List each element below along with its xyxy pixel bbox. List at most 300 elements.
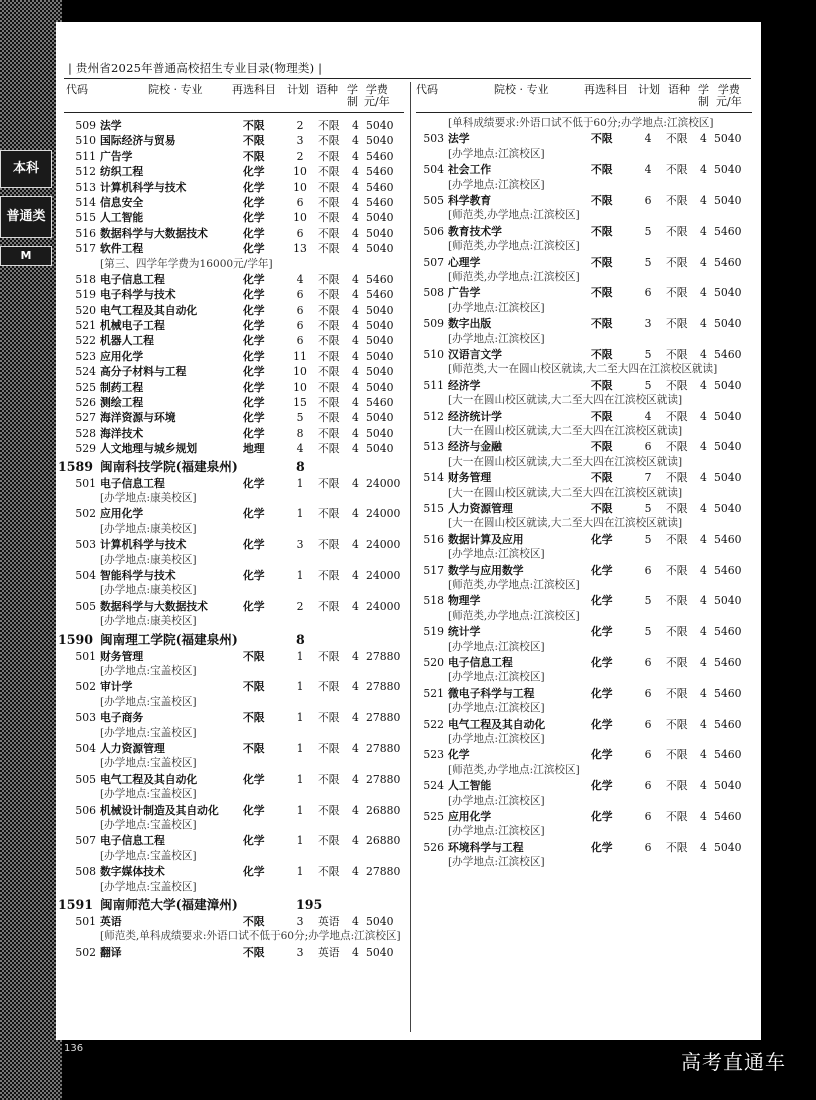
language: 不限	[666, 655, 688, 669]
duration: 4	[700, 748, 707, 762]
plan-count: 5	[644, 255, 652, 269]
duration: 4	[352, 380, 359, 394]
plan-count: 2	[296, 599, 304, 613]
major-code: 504	[423, 163, 444, 177]
major-name: 汉语言文学	[448, 347, 502, 361]
major-name: 数学与应用数学	[448, 563, 524, 577]
plan-count: 6	[644, 440, 652, 454]
table-row	[408, 378, 752, 393]
table-row	[60, 679, 404, 694]
table-row	[408, 316, 752, 331]
language: 不限	[318, 288, 340, 302]
major-code: 513	[423, 440, 444, 454]
major-note: [师范类,办学地点:江滨校区]	[448, 240, 580, 253]
tuition-fee: 27880	[366, 741, 401, 755]
major-note: [办学地点:宝盖校区]	[100, 818, 197, 831]
tuition-fee: 5040	[366, 334, 394, 348]
tuition-fee: 5460	[366, 180, 394, 194]
major-name: 人力资源管理	[448, 501, 513, 515]
major-note: [师范类,单科成绩要求:外语口试不低于60分;办学地点:江滨校区]	[100, 930, 401, 943]
language: 不限	[666, 194, 688, 207]
table-row	[60, 164, 404, 179]
plan-count: 10	[293, 365, 307, 379]
table-row	[60, 772, 404, 787]
duration: 4	[352, 303, 359, 317]
major-note: [办学地点:江滨校区]	[448, 702, 545, 715]
school-name: 闽南科技学院(福建泉州)	[100, 458, 238, 474]
language: 不限	[318, 411, 340, 425]
school-heading	[60, 457, 404, 476]
duration: 4	[700, 255, 707, 269]
language: 不限	[318, 803, 340, 817]
tuition-fee: 5460	[714, 255, 742, 269]
major-name: 数字出版	[448, 317, 492, 331]
duration: 4	[700, 655, 707, 669]
left-header	[56, 82, 406, 110]
language: 不限	[318, 242, 340, 256]
major-note: [办学地点:康美校区]	[100, 553, 197, 566]
major-code: 513	[75, 180, 96, 194]
plan-count: 3	[296, 538, 304, 552]
language: 不限	[666, 132, 688, 146]
plan-count: 5	[644, 594, 652, 608]
table-row	[60, 303, 404, 318]
subject-requirement: 不限	[243, 711, 265, 725]
plan-count: 6	[644, 779, 652, 793]
subject-requirement: 化学	[243, 365, 265, 379]
header-fee	[364, 84, 390, 108]
major-name: 电子信息工程	[100, 272, 165, 286]
subject-requirement: 不限	[591, 347, 613, 361]
plan-count: 5	[644, 501, 652, 515]
major-code: 510	[75, 134, 96, 148]
plan-count: 3	[296, 914, 304, 928]
major-code: 518	[423, 594, 444, 608]
subject-requirement: 化学	[243, 349, 265, 363]
table-row	[60, 380, 404, 395]
table-row	[60, 568, 404, 583]
language: 不限	[666, 717, 688, 731]
major-code: 505	[75, 772, 96, 786]
duration: 4	[352, 272, 359, 286]
table-row	[408, 409, 752, 424]
tuition-fee: 5460	[714, 532, 742, 546]
major-code: 505	[75, 599, 96, 613]
major-code: 502	[75, 507, 96, 521]
tuition-fee: 24000	[366, 476, 401, 490]
major-note: [师范类,办学地点:江滨校区]	[448, 209, 580, 222]
major-code: 506	[75, 803, 96, 817]
major-code: 517	[75, 242, 96, 256]
language: 不限	[666, 409, 688, 423]
major-note: [办学地点:康美校区]	[100, 522, 197, 535]
plan-count: 3	[296, 134, 304, 148]
major-name: 电子商务	[100, 711, 144, 725]
subject-requirement: 化学	[243, 772, 265, 786]
tuition-fee: 5460	[714, 686, 742, 700]
subject-requirement: 化学	[243, 599, 265, 613]
duration: 4	[352, 165, 359, 179]
language: 不限	[666, 563, 688, 577]
plan-count: 4	[296, 442, 304, 456]
subject-requirement: 化学	[243, 476, 265, 490]
major-code: 503	[423, 132, 444, 146]
subject-requirement: 化学	[591, 840, 613, 854]
major-note: [办学地点:江滨校区]	[448, 671, 545, 684]
language: 不限	[318, 272, 340, 286]
major-code: 519	[75, 288, 96, 302]
major-name: 电子信息工程	[448, 655, 513, 669]
major-note: [师范类,办学地点:江滨校区]	[448, 578, 580, 591]
language: 不限	[318, 226, 340, 240]
language: 不限	[666, 286, 688, 300]
table-row	[60, 649, 404, 664]
tuition-fee: 5040	[366, 211, 394, 225]
major-name: 广告学	[100, 149, 133, 163]
duration: 4	[700, 840, 707, 854]
tuition-fee: 5040	[366, 426, 394, 440]
duration: 4	[700, 347, 707, 361]
school-heading	[60, 895, 404, 914]
language: 不限	[666, 255, 688, 269]
language: 不限	[666, 317, 688, 331]
major-name: 科学教育	[448, 194, 492, 207]
subject-requirement: 化学	[243, 288, 265, 302]
duration: 4	[700, 224, 707, 238]
subject-requirement: 不限	[243, 149, 265, 163]
table-row	[60, 333, 404, 348]
subject-requirement: 化学	[591, 594, 613, 608]
major-code: 511	[423, 378, 444, 392]
language: 不限	[666, 347, 688, 361]
major-code: 508	[75, 865, 96, 879]
major-code: 523	[423, 748, 444, 762]
duration: 4	[352, 180, 359, 194]
subject-requirement: 化学	[243, 334, 265, 348]
subject-requirement: 化学	[243, 180, 265, 194]
plan-count: 6	[296, 195, 304, 209]
subject-requirement: 不限	[243, 649, 265, 663]
language: 不限	[318, 538, 340, 552]
left-column	[60, 118, 404, 960]
tuition-fee: 27880	[366, 649, 401, 663]
major-note: [大一在圆山校区就读,大二至大四在江滨校区就读]	[448, 455, 683, 468]
major-note: [大一在圆山校区就读,大二至大四在江滨校区就读]	[448, 394, 683, 407]
plan-count: 7	[644, 471, 652, 485]
subject-requirement: 不限	[591, 378, 613, 392]
tuition-fee: 27880	[366, 865, 401, 879]
duration: 4	[352, 211, 359, 225]
tuition-fee: 5460	[366, 149, 394, 163]
duration: 4	[352, 865, 359, 879]
language: 不限	[666, 378, 688, 392]
header-code: 代码	[66, 83, 88, 96]
language: 英语	[318, 945, 340, 959]
major-code: 525	[423, 809, 444, 823]
table-row	[408, 809, 752, 824]
tuition-fee: 5460	[366, 272, 394, 286]
major-note: [办学地点:宝盖校区]	[100, 664, 197, 677]
left-header-rule	[64, 112, 404, 113]
language: 不限	[318, 365, 340, 379]
table-row	[60, 476, 404, 491]
language: 不限	[318, 711, 340, 725]
subject-requirement: 化学	[243, 303, 265, 317]
plan-count: 10	[293, 380, 307, 394]
subject-requirement: 不限	[591, 409, 613, 423]
side-tab-benke: 本科	[0, 150, 52, 188]
language: 不限	[318, 349, 340, 363]
major-code: 524	[423, 779, 444, 793]
table-row	[60, 945, 404, 960]
subject-requirement: 化学	[243, 569, 265, 582]
major-note: [办学地点:江滨校区]	[448, 332, 545, 345]
language: 不限	[666, 686, 688, 700]
header-lang: 语种	[316, 83, 338, 96]
major-code: 508	[423, 286, 444, 300]
major-name: 化学	[448, 748, 470, 762]
table-row	[408, 193, 752, 208]
major-code: 514	[423, 471, 444, 485]
tuition-fee: 5040	[366, 442, 394, 456]
tuition-fee: 5460	[366, 165, 394, 179]
duration: 4	[352, 119, 359, 132]
plan-count: 10	[293, 165, 307, 179]
header-fee-2: 元/年	[716, 95, 742, 108]
major-name: 电气工程及其自动化	[100, 303, 198, 317]
table-row	[408, 470, 752, 485]
header-yrs-2: 制	[347, 95, 358, 108]
school-code: 1589	[58, 458, 94, 474]
school-heading	[60, 630, 404, 649]
major-code: 519	[423, 625, 444, 639]
major-code: 507	[423, 255, 444, 269]
header-fee-2: 元/年	[364, 95, 390, 108]
plan-count: 6	[644, 686, 652, 700]
school-name: 闽南理工学院(福建泉州)	[100, 631, 238, 647]
major-name: 数据科学与大数据技术	[100, 226, 208, 240]
major-name: 经济学	[448, 378, 481, 392]
table-row	[60, 599, 404, 614]
subject-requirement: 不限	[591, 194, 613, 207]
major-code: 520	[75, 303, 96, 317]
table-row	[408, 840, 752, 855]
tuition-fee: 24000	[366, 569, 401, 582]
plan-count: 1	[296, 865, 304, 879]
major-code: 518	[75, 272, 96, 286]
duration: 4	[700, 378, 707, 392]
right-header-rule	[416, 112, 752, 113]
table-row	[408, 131, 752, 146]
header-fee-1: 学费	[717, 83, 740, 96]
header-plan: 计划	[638, 83, 660, 96]
tuition-fee: 24000	[366, 507, 401, 521]
plan-count: 6	[644, 563, 652, 577]
header-yrs-1: 学	[347, 83, 358, 96]
plan-count: 13	[293, 242, 307, 256]
tuition-fee: 26880	[366, 803, 401, 817]
major-note: [办学地点:江滨校区]	[448, 147, 545, 160]
major-name: 数字媒体技术	[100, 865, 165, 879]
table-row	[408, 439, 752, 454]
table-row	[60, 441, 404, 456]
major-name: 软件工程	[100, 242, 144, 256]
plan-count: 6	[644, 717, 652, 731]
table-row	[60, 349, 404, 364]
plan-count: 4	[644, 409, 652, 423]
major-name: 财务管理	[448, 471, 492, 485]
plan-count: 1	[296, 834, 304, 848]
title-rule	[64, 78, 751, 79]
plan-count: 6	[296, 226, 304, 240]
plan-count: 5	[644, 224, 652, 238]
duration: 4	[352, 914, 359, 928]
duration: 4	[700, 317, 707, 331]
major-note: [师范类,办学地点:江滨校区]	[448, 609, 580, 622]
tuition-fee: 27880	[366, 711, 401, 725]
tuition-fee: 5460	[366, 195, 394, 209]
tuition-fee: 5040	[714, 471, 742, 485]
table-row	[408, 532, 752, 547]
language: 不限	[666, 471, 688, 485]
duration: 4	[352, 803, 359, 817]
duration: 4	[352, 945, 359, 959]
table-row	[60, 241, 404, 256]
duration: 4	[700, 809, 707, 823]
duration: 4	[700, 717, 707, 731]
duration: 4	[352, 288, 359, 302]
table-row	[60, 833, 404, 848]
subject-requirement: 化学	[243, 226, 265, 240]
tuition-fee: 5040	[366, 380, 394, 394]
duration: 4	[700, 194, 707, 207]
header-subject: 再选科目	[584, 83, 628, 96]
tuition-fee: 5460	[714, 717, 742, 731]
plan-count: 5	[644, 625, 652, 639]
subject-requirement: 不限	[243, 914, 265, 928]
major-name: 机器人工程	[100, 334, 154, 348]
major-name: 人工智能	[448, 779, 492, 793]
major-note: [办学地点:江滨校区]	[448, 548, 545, 561]
language: 不限	[666, 840, 688, 854]
language: 不限	[318, 442, 340, 456]
major-note: [第三、四学年学费为16000元/学年]	[100, 257, 273, 270]
language: 不限	[666, 440, 688, 454]
major-code: 525	[75, 380, 96, 394]
tuition-fee: 5040	[366, 242, 394, 256]
language: 不限	[318, 380, 340, 394]
major-name: 电气工程及其自动化	[448, 717, 546, 731]
major-name: 制药工程	[100, 380, 144, 394]
language: 不限	[318, 195, 340, 209]
major-code: 507	[75, 834, 96, 848]
school-plan-total: 195	[296, 896, 323, 912]
major-name: 国际经济与贸易	[100, 134, 176, 148]
table-row	[60, 395, 404, 410]
duration: 4	[700, 471, 707, 485]
major-code: 522	[75, 334, 96, 348]
table-row	[60, 364, 404, 379]
tuition-fee: 5460	[714, 625, 742, 639]
major-code: 516	[75, 226, 96, 240]
header-name: 院校 · 专业	[148, 83, 203, 96]
tuition-fee: 5460	[714, 748, 742, 762]
major-name: 微电子科学与工程	[448, 686, 535, 700]
language: 不限	[318, 180, 340, 194]
duration: 4	[352, 365, 359, 379]
major-code: 526	[75, 396, 96, 410]
table-row	[60, 506, 404, 521]
header-subject: 再选科目	[232, 83, 276, 96]
tuition-fee: 5460	[714, 224, 742, 238]
major-code: 524	[75, 365, 96, 379]
duration: 4	[352, 476, 359, 490]
duration: 4	[700, 132, 707, 146]
subject-requirement: 不限	[591, 501, 613, 515]
subject-requirement: 化学	[243, 319, 265, 333]
school-plan-total: 8	[296, 631, 305, 647]
language: 不限	[318, 599, 340, 613]
language: 不限	[318, 507, 340, 521]
language: 不限	[318, 396, 340, 410]
duration: 4	[700, 532, 707, 546]
language: 不限	[666, 779, 688, 793]
table-row	[408, 162, 752, 177]
major-code: 509	[75, 119, 96, 132]
plan-count: 6	[296, 303, 304, 317]
subject-requirement: 不限	[243, 680, 265, 694]
plan-count: 3	[644, 317, 652, 331]
major-name: 审计学	[100, 680, 133, 694]
subject-requirement: 地理	[243, 442, 265, 456]
table-row	[60, 864, 404, 879]
tuition-fee: 27880	[366, 680, 401, 694]
major-name: 法学	[100, 119, 122, 132]
plan-count: 5	[644, 378, 652, 392]
table-row	[60, 537, 404, 552]
tuition-fee: 5040	[366, 914, 394, 928]
major-name: 电子信息工程	[100, 834, 165, 848]
major-code: 522	[423, 717, 444, 731]
language: 不限	[318, 119, 340, 132]
subject-requirement: 化学	[243, 865, 265, 879]
major-name: 英语	[100, 914, 122, 928]
tuition-fee: 5040	[714, 378, 742, 392]
major-code: 520	[423, 655, 444, 669]
table-row	[60, 803, 404, 818]
tuition-fee: 5040	[714, 163, 742, 177]
tuition-fee: 5040	[366, 226, 394, 240]
major-note: [单科成绩要求:外语口试不低于60分;办学地点:江滨校区]	[448, 117, 714, 129]
school-name: 闽南师范大学(福建漳州)	[100, 896, 238, 912]
language: 不限	[318, 680, 340, 694]
subject-requirement: 化学	[591, 686, 613, 700]
major-name: 计算机科学与技术	[100, 180, 187, 194]
language: 不限	[666, 748, 688, 762]
duration: 4	[352, 411, 359, 425]
plan-count: 10	[293, 211, 307, 225]
subject-requirement: 化学	[591, 748, 613, 762]
tuition-fee: 5040	[714, 194, 742, 207]
major-name: 数据计算及应用	[448, 532, 524, 546]
header-name: 院校 · 专业	[494, 83, 549, 96]
duration: 4	[352, 442, 359, 456]
duration: 4	[352, 396, 359, 410]
plan-count: 5	[644, 347, 652, 361]
major-code: 521	[423, 686, 444, 700]
duration: 4	[700, 440, 707, 454]
major-name: 信息安全	[100, 195, 144, 209]
